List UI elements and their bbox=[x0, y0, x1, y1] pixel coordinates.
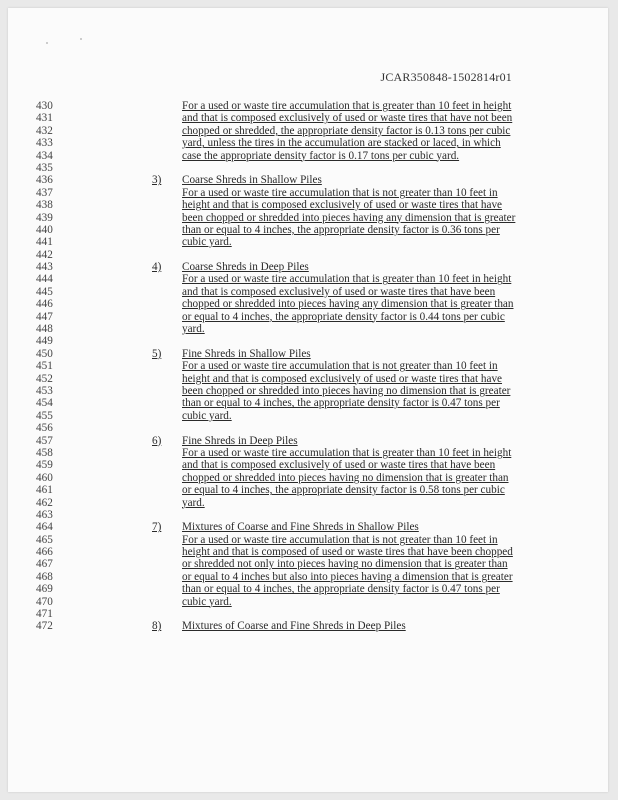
line-number: 435 bbox=[36, 161, 53, 174]
line-text: height and that is composed of used or waste tires that have been chopped bbox=[182, 546, 513, 559]
line-text: chopped or shredded into pieces having no dimension that is greater than bbox=[182, 471, 509, 484]
line-text: For a used or waste tire accumulation that is not greater than 10 feet in bbox=[182, 533, 498, 546]
line-text: cubic yard. bbox=[182, 409, 232, 422]
line-number: 446 bbox=[36, 298, 53, 311]
line-text: For a used or waste tire accumulation that is greater than 10 feet in height bbox=[182, 446, 512, 459]
line-number: 456 bbox=[36, 422, 53, 435]
line-number: 464 bbox=[36, 521, 53, 534]
document-line bbox=[8, 385, 608, 397]
line-number: 442 bbox=[36, 248, 53, 261]
line-number: 459 bbox=[36, 459, 53, 472]
line-number: 455 bbox=[36, 409, 53, 422]
line-text: chopped or shredded, the appropriate density factor is 0.13 tons per cubic bbox=[182, 124, 511, 137]
document-line bbox=[8, 472, 608, 484]
document-page bbox=[8, 8, 608, 792]
document-line bbox=[8, 249, 608, 261]
line-number: 457 bbox=[36, 434, 53, 447]
document-line bbox=[8, 534, 608, 546]
line-text: For a used or waste tire accumulation that is greater than 10 feet in height bbox=[182, 100, 512, 112]
line-number: 452 bbox=[36, 372, 53, 385]
document-line bbox=[8, 162, 608, 174]
document-line bbox=[8, 373, 608, 385]
line-number: 437 bbox=[36, 186, 53, 199]
line-text: been chopped or shredded into pieces having any dimension that is greater bbox=[182, 211, 516, 224]
line-text: height and that is composed exclusively of used or waste tires that have bbox=[182, 199, 503, 212]
line-text: For a used or waste tire accumulation that is greater than 10 feet in height bbox=[182, 273, 512, 286]
section-marker: 4) bbox=[152, 261, 162, 274]
line-number: 458 bbox=[36, 446, 53, 459]
line-text: For a used or waste tire accumulation that is not greater than 10 feet in bbox=[182, 360, 498, 373]
document-line bbox=[8, 311, 608, 323]
document-line bbox=[8, 150, 608, 162]
document-line bbox=[8, 187, 608, 199]
section-heading: Fine Shreds in Deep Piles bbox=[182, 434, 298, 447]
document-line bbox=[8, 583, 608, 595]
line-text: case the appropriate density factor is 0.17 tons per cubic yard. bbox=[182, 149, 460, 162]
line-text: or equal to 4 inches but also into pieces having a dimension that is greater bbox=[182, 570, 513, 583]
line-number: 450 bbox=[36, 347, 53, 360]
document-line bbox=[8, 546, 608, 558]
line-number: 463 bbox=[36, 508, 53, 521]
document-line bbox=[8, 335, 608, 347]
section-heading: Coarse Shreds in Deep Piles bbox=[182, 261, 309, 274]
line-text: For a used or waste tire accumulation that is not greater than 10 feet in bbox=[182, 186, 498, 199]
line-number: 441 bbox=[36, 236, 53, 249]
section-heading: Mixtures of Coarse and Fine Shreds in Deep Piles bbox=[182, 620, 406, 633]
line-number: 453 bbox=[36, 384, 53, 397]
line-number: 436 bbox=[36, 174, 53, 187]
line-number: 434 bbox=[36, 149, 53, 162]
document-line bbox=[8, 199, 608, 211]
document-line bbox=[8, 397, 608, 409]
document-line bbox=[8, 447, 608, 459]
line-number: 431 bbox=[36, 112, 53, 125]
document-line bbox=[8, 224, 608, 236]
line-text: and that is composed exclusively of used or waste tires that have been bbox=[182, 285, 496, 298]
line-number: 447 bbox=[36, 310, 53, 323]
document-line bbox=[8, 459, 608, 471]
line-number: 466 bbox=[36, 546, 53, 559]
line-text: or equal to 4 inches, the appropriate density factor is 0.58 tons per cubic bbox=[182, 484, 505, 497]
line-text: and that is composed exclusively of used or waste tires that have been bbox=[182, 459, 496, 472]
document-line bbox=[8, 212, 608, 224]
section-marker: 6) bbox=[152, 434, 162, 447]
line-number: 440 bbox=[36, 223, 53, 236]
section-marker: 8) bbox=[152, 620, 162, 633]
section-marker: 5) bbox=[152, 347, 162, 360]
document-line bbox=[8, 100, 608, 112]
line-text: or equal to 4 inches, the appropriate density factor is 0.44 tons per cubic bbox=[182, 310, 505, 323]
line-number: 430 bbox=[36, 100, 53, 112]
line-text: than or equal to 4 inches, the appropriate density factor is 0.47 tons per bbox=[182, 397, 500, 410]
document-line bbox=[8, 571, 608, 583]
document-line bbox=[8, 323, 608, 335]
line-number: 433 bbox=[36, 137, 53, 150]
line-text: cubic yard. bbox=[182, 236, 232, 249]
line-text: cubic yard. bbox=[182, 595, 232, 608]
document-line bbox=[8, 298, 608, 310]
document-line bbox=[8, 261, 608, 273]
line-number: 443 bbox=[36, 261, 53, 274]
document-id-header: JCAR350848-1502814r01 bbox=[380, 70, 512, 84]
document-line bbox=[8, 410, 608, 422]
line-number: 467 bbox=[36, 558, 53, 571]
line-text: been chopped or shredded into pieces having no dimension that is greater bbox=[182, 384, 511, 397]
line-number: 439 bbox=[36, 211, 53, 224]
line-number: 469 bbox=[36, 583, 53, 596]
scan-speck bbox=[80, 38, 82, 40]
line-text: than or equal to 4 inches, the appropriate density factor is 0.36 tons per bbox=[182, 223, 500, 236]
line-number: 454 bbox=[36, 397, 53, 410]
document-line bbox=[8, 435, 608, 447]
document-line bbox=[8, 497, 608, 509]
section-heading: Coarse Shreds in Shallow Piles bbox=[182, 174, 322, 187]
line-number: 462 bbox=[36, 496, 53, 509]
line-number: 438 bbox=[36, 199, 53, 212]
section-heading: Mixtures of Coarse and Fine Shreds in Shallow Piles bbox=[182, 521, 419, 534]
line-text: than or equal to 4 inches, the appropriate density factor is 0.47 tons per bbox=[182, 583, 500, 596]
document-line bbox=[8, 596, 608, 608]
document-line bbox=[8, 521, 608, 533]
line-number: 465 bbox=[36, 533, 53, 546]
document-line bbox=[8, 236, 608, 248]
line-number: 444 bbox=[36, 273, 53, 286]
document-line bbox=[8, 558, 608, 570]
document-line bbox=[8, 137, 608, 149]
line-text: or shredded not only into pieces having no dimension that is greater than bbox=[182, 558, 508, 571]
line-number: 461 bbox=[36, 484, 53, 497]
document-line bbox=[8, 422, 608, 434]
document-line bbox=[8, 286, 608, 298]
line-number: 449 bbox=[36, 335, 53, 348]
scan-speck bbox=[46, 42, 48, 44]
line-text: yard. bbox=[182, 323, 205, 336]
document-line bbox=[8, 620, 608, 632]
line-text: yard. bbox=[182, 496, 205, 509]
line-number: 468 bbox=[36, 570, 53, 583]
line-number: 432 bbox=[36, 124, 53, 137]
numbered-text-body bbox=[8, 100, 608, 633]
line-text: yard, unless the tires in the accumulation are stacked or laced, in which bbox=[182, 137, 501, 150]
section-marker: 3) bbox=[152, 174, 162, 187]
line-number: 448 bbox=[36, 323, 53, 336]
document-line bbox=[8, 112, 608, 124]
line-number: 470 bbox=[36, 595, 53, 608]
document-line bbox=[8, 360, 608, 372]
section-marker: 7) bbox=[152, 521, 162, 534]
line-number: 471 bbox=[36, 608, 53, 621]
document-line bbox=[8, 273, 608, 285]
document-line bbox=[8, 348, 608, 360]
line-text: chopped or shredded into pieces having any dimension that is greater than bbox=[182, 298, 514, 311]
line-text: and that is composed exclusively of used or waste tires that have not been bbox=[182, 112, 513, 125]
line-number: 451 bbox=[36, 360, 53, 373]
section-heading: Fine Shreds in Shallow Piles bbox=[182, 347, 311, 360]
document-line bbox=[8, 509, 608, 521]
document-line bbox=[8, 125, 608, 137]
line-text: height and that is composed exclusively of used or waste tires that have bbox=[182, 372, 503, 385]
document-line bbox=[8, 484, 608, 496]
line-number: 445 bbox=[36, 285, 53, 298]
document-line bbox=[8, 174, 608, 186]
line-number: 460 bbox=[36, 471, 53, 484]
document-line bbox=[8, 608, 608, 620]
line-number: 472 bbox=[36, 620, 53, 633]
